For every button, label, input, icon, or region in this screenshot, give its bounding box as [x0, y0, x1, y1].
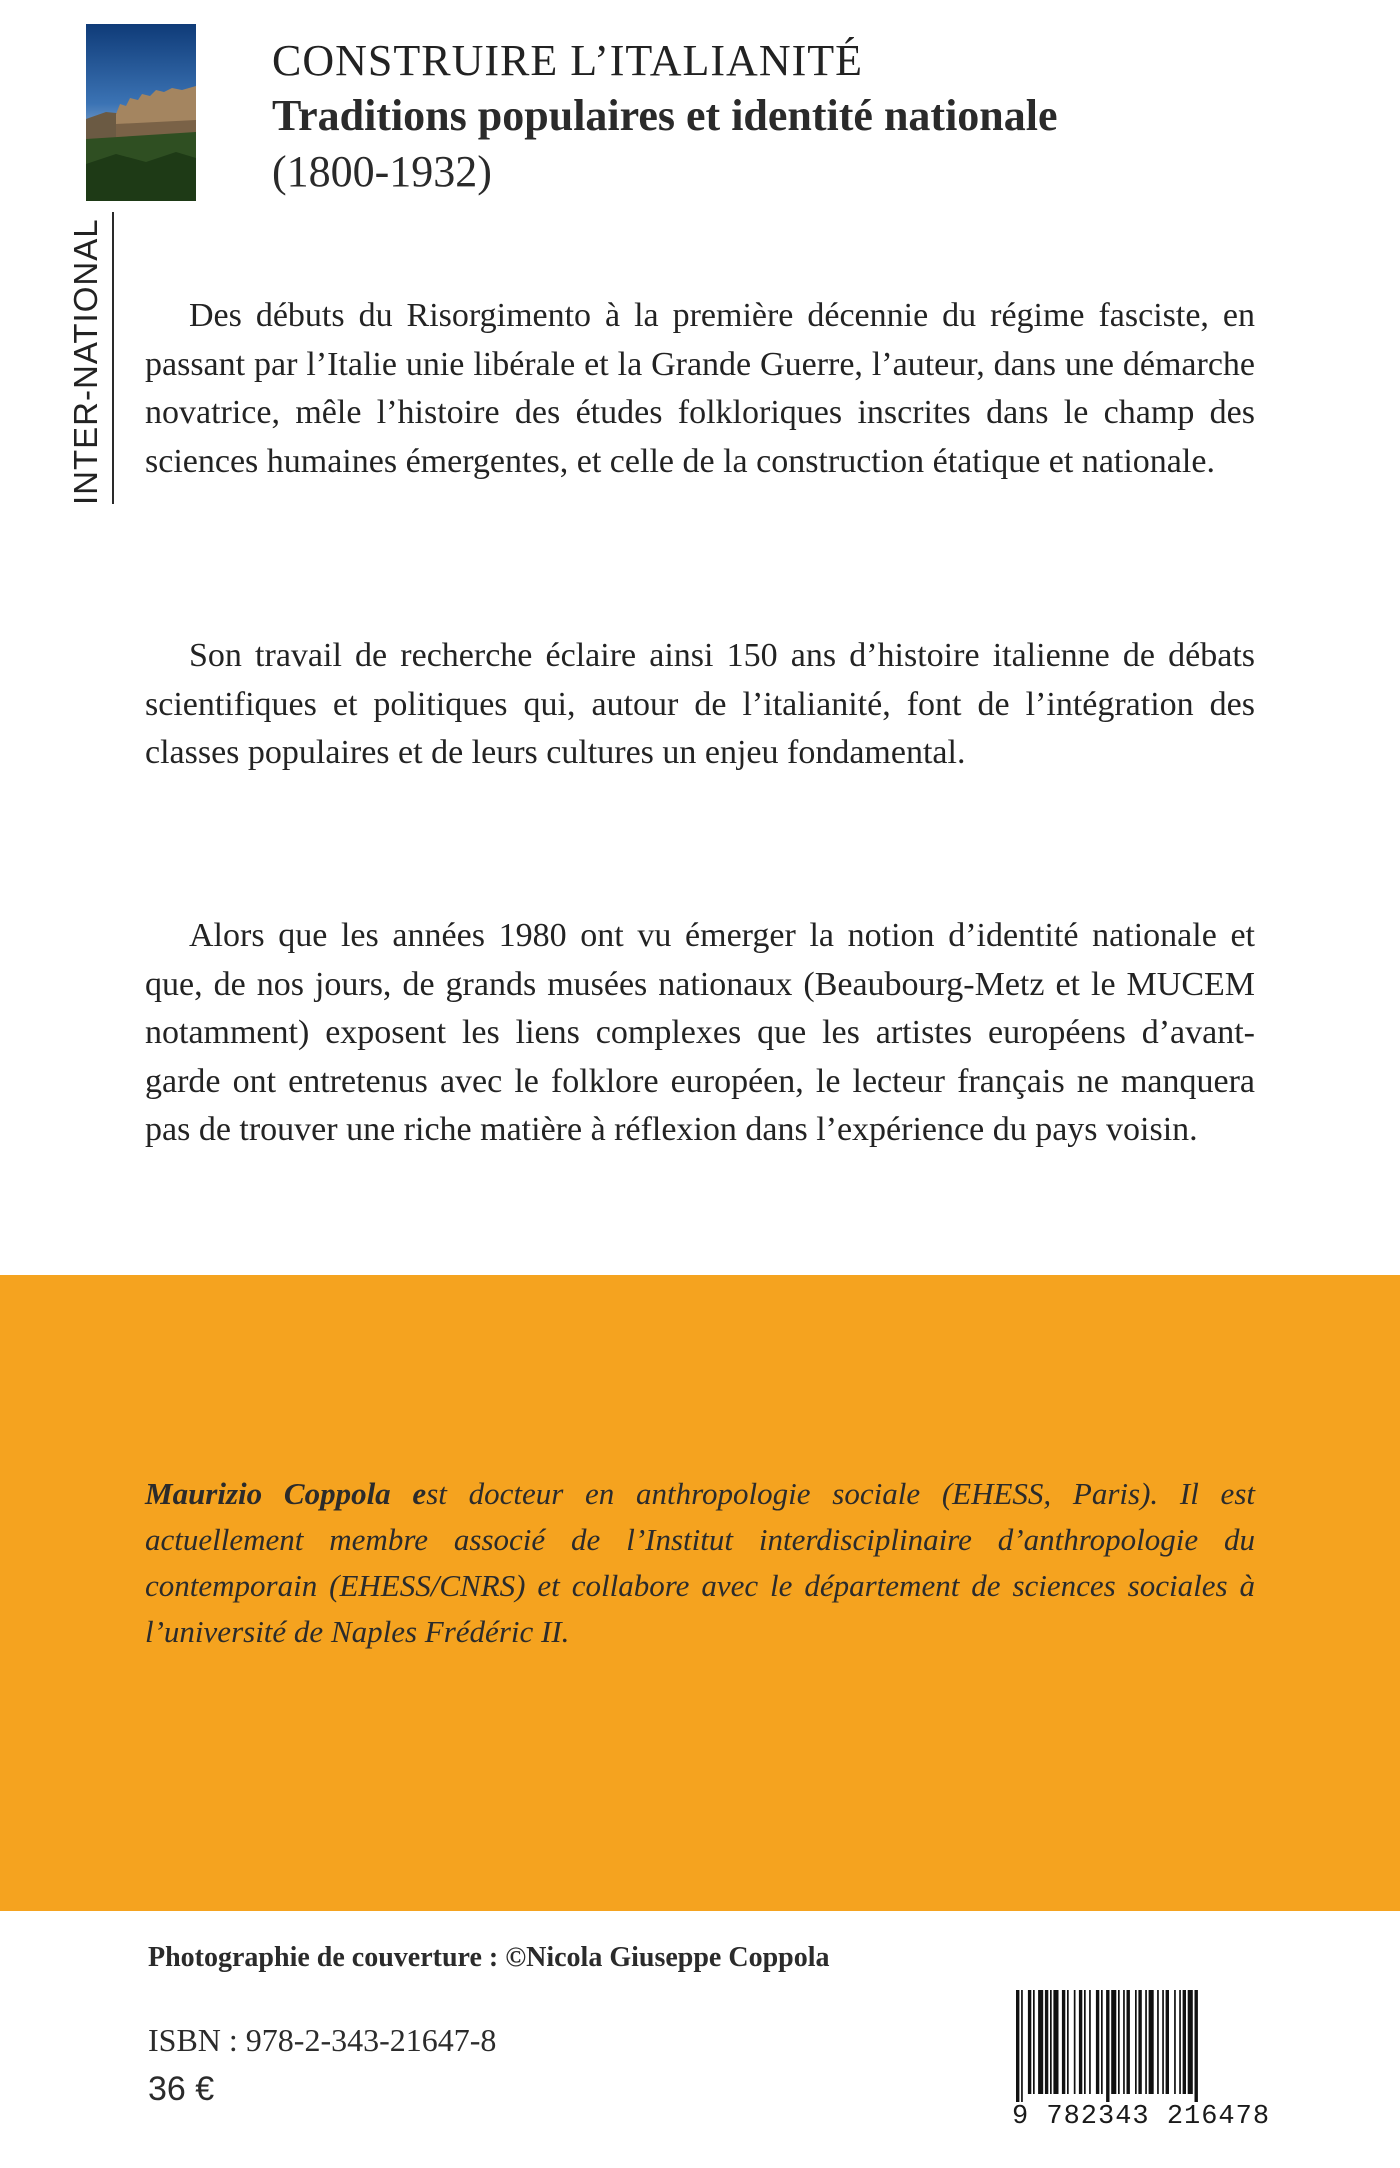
description-paragraph: Des débuts du Risorgimento à la première décennie du régime fasciste, en passant par l’Italie unie libérale et la Grande Guerre, l’auteur, dans une démarche novatrice, mêle l’histoire des études folkloriques inscrites dans le champ des sciences humaines émergentes, et celle de la construction étatique et nationale. — [145, 297, 1255, 480]
barcode-bar — [1157, 1990, 1159, 2094]
barcode-bar — [1127, 1990, 1130, 2094]
barcode-bar — [1162, 1990, 1164, 2094]
barcode-digits: 9 782343 216478 — [1012, 2102, 1271, 2132]
barcode-bar — [1067, 1990, 1069, 2094]
barcode-bar — [1106, 1990, 1109, 2102]
author-bio-text: st docteur en anthropologie sociale (EHESS, Paris). Il est actuellement membre associé de l’Institut interdisciplinaire d’anthropologie du contemporain (EHESS/CNRS) et collabore avec le département de sciences sociales à l’université de Naples Frédéric II. — [145, 1476, 1255, 1649]
series-divider-rule — [112, 212, 114, 504]
barcode-bar — [1074, 1990, 1076, 2094]
book-subtitle: Traditions populaires et identité nationale — [272, 91, 1058, 140]
description-paragraph: Son travail de recherche éclaire ainsi 150 ans d’histoire italienne de débats scientifiques et politiques qui, autour de l’italianité, font de l’intégration des classes populaires et de leurs cultures un enjeu fondamental. — [145, 637, 1255, 771]
author-name: Maurizio Coppola e — [145, 1476, 427, 1511]
barcode-bar — [1183, 1990, 1186, 2094]
barcode-bars — [1012, 1990, 1248, 2102]
author-bio — [145, 1471, 1255, 1655]
barcode-bar — [1053, 1990, 1058, 2094]
barcode-bar — [1111, 1990, 1116, 2094]
cliff-town-photo — [86, 24, 196, 201]
barcode-bar — [1021, 1990, 1023, 2102]
barcode-bar — [1096, 1990, 1099, 2094]
barcode-bar — [1149, 1990, 1154, 2094]
barcode-bar — [1062, 1990, 1065, 2094]
cover-photo-thumbnail — [86, 24, 196, 201]
barcode-bar — [1016, 1990, 1019, 2102]
barcode-bar — [1188, 1990, 1193, 2094]
barcode-bar — [1045, 1990, 1048, 2094]
photo-credit: Photographie de couverture : ©Nicola Giuseppe Coppola — [148, 1942, 830, 1973]
book-dates: (1800-1932) — [272, 147, 492, 196]
series-label: INTER-NATIONAL — [67, 218, 104, 505]
barcode-bar — [1174, 1990, 1176, 2094]
barcode-bar — [1123, 1990, 1125, 2094]
title-block — [272, 34, 1352, 200]
barcode-bar — [1135, 1990, 1137, 2094]
barcode-bar — [1089, 1990, 1091, 2094]
barcode-bar — [1101, 1990, 1103, 2094]
barcode-bar — [1079, 1990, 1082, 2094]
price: 36 € — [148, 2070, 215, 2108]
barcode-bar — [1118, 1990, 1120, 2094]
barcode-bar — [1166, 1990, 1169, 2094]
barcode-bar — [1138, 1990, 1141, 2094]
barcode-bar — [1084, 1990, 1086, 2094]
description-paragraph: Alors que les années 1980 ont vu émerger la notion d’identité nationale et que, de nos jours, de grands musées nationaux (Beaubourg-Metz et le MUCEM notamment) exposent les liens complexes que les artistes européens d’avant-garde ont entretenus avec le folklore européen, le lecteur français ne manquera pas de trouver une riche matière à réflexion dans l’expérience du pays voisin. — [145, 917, 1255, 1148]
isbn: ISBN : 978-2-343-21647-8 — [148, 2022, 497, 2058]
barcode-bar — [1038, 1990, 1043, 2094]
barcode-bar — [1050, 1990, 1052, 2094]
barcode-bar — [1195, 1990, 1198, 2102]
book-title: CONSTRUIRE L’ITALIANITÉ — [272, 36, 864, 85]
barcode-bar — [1179, 1990, 1181, 2094]
barcode-bar — [1145, 1990, 1147, 2094]
barcode-bar — [1033, 1990, 1035, 2094]
barcode-bar — [1028, 1990, 1031, 2094]
